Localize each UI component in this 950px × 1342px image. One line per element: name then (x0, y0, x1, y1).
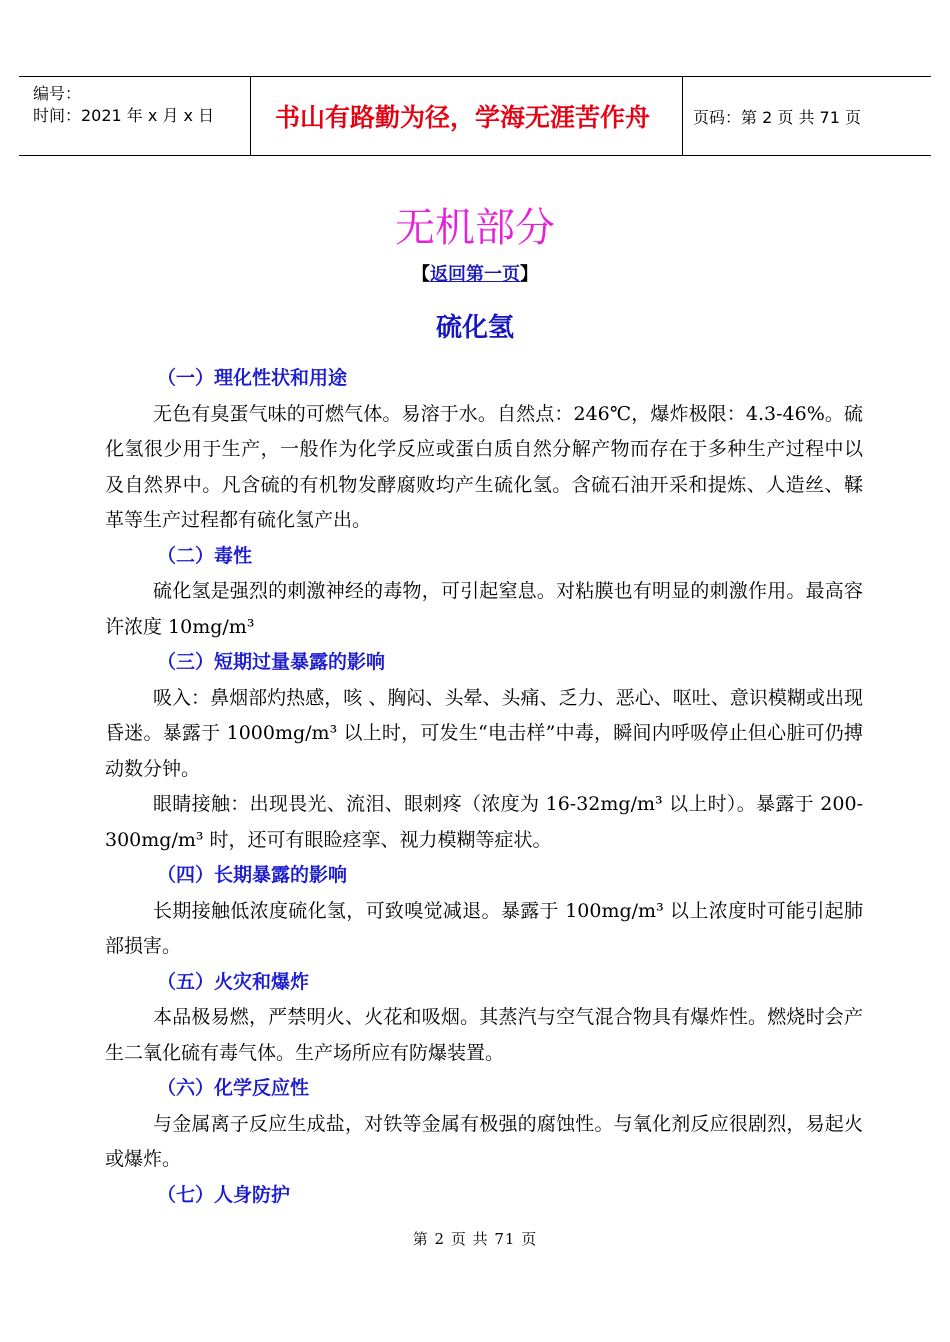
page-header (19, 76, 931, 156)
paragraph: 眼睛接触：出现畏光、流泪、眼刺疼（浓度为 16-32mg/m³ 以上时）。暴露于 200-300mg/m³ 时，还可有眼睑痉挛、视力模糊等症状。 (105, 793, 863, 851)
section-heading: （四）长期暴露的影响 (157, 864, 348, 886)
page-title: 无机部分 (395, 205, 555, 251)
number-label: 编号： (33, 84, 82, 103)
bracket-open: 【 (412, 264, 430, 285)
time-label: 时间：2021 年 x 月 x 日 (33, 106, 215, 125)
page-footer: 第 2 页 共 71 页 (412, 1230, 538, 1248)
section-heading: （一）理化性状和用途 (157, 367, 348, 389)
paragraph: 吸入：鼻烟部灼热感，咳 、胸闷、头晕、头痛、乏力、恶心、呕吐、意识模糊或出现昏迷。暴露于 1000mg/m³ 以上时，可发生“电击样”中毒，瞬间内呼吸停止但心脏可仍搏动数分钟。 (105, 686, 863, 780)
paragraph: 与金属离子反应生成盐，对铁等金属有极强的腐蚀性。与氧化剂反应很剧烈，易起火或爆炸。 (105, 1112, 863, 1170)
section-heading: （五）火灾和爆炸 (157, 970, 310, 993)
section-heading: （七）人身防护 (157, 1183, 291, 1206)
back-to-first-page-link[interactable]: 返回第一页 (430, 264, 520, 285)
document-body (105, 361, 863, 1213)
paragraph: 本品极易燃，严禁明火、火花和吸烟。其蒸汽与空气混合物具有爆炸性。燃烧时会产生二氧化硫有毒气体。生产场所应有防爆装置。 (105, 1006, 863, 1064)
header-motto: 书山有路勤为径，学海无涯苦作舟 (251, 77, 683, 155)
section-heading: （三）短期过量暴露的影响 (157, 651, 386, 673)
paragraph: 硫化氢是强烈的刺激神经的毒物，可引起窒息。对粘膜也有明显的刺激作用。最高容许浓度 10mg/m³ (105, 580, 863, 638)
section-heading: （二）毒性 (157, 544, 253, 567)
header-meta (19, 77, 251, 155)
bracket-close: 】 (520, 264, 538, 285)
section-heading: （六）化学反应性 (157, 1077, 310, 1099)
back-link-wrapper (0, 260, 950, 286)
paragraph: 长期接触低浓度硫化氢，可致嗅觉减退。暴露于 100mg/m³ 以上浓度时可能引起肺部损害。 (105, 899, 863, 957)
paragraph: 无色有臭蛋气味的可燃气体。易溶于水。自然点：246℃，爆炸极限：4.3-46%。硫化氢很少用于生产，一般作为化学反应或蛋白质自然分解产物而存在于多种生产过程中以及自然界中。凡含硫的有机物发酵腐败均产生硫化氢。含硫石油开采和提炼、人造丝、鞣革等生产过程都有硫化氢产出。 (105, 402, 863, 531)
section-title: 硫化氢 (435, 313, 514, 343)
header-page-code: 页码：第 2 页 共 71 页 (693, 107, 861, 127)
